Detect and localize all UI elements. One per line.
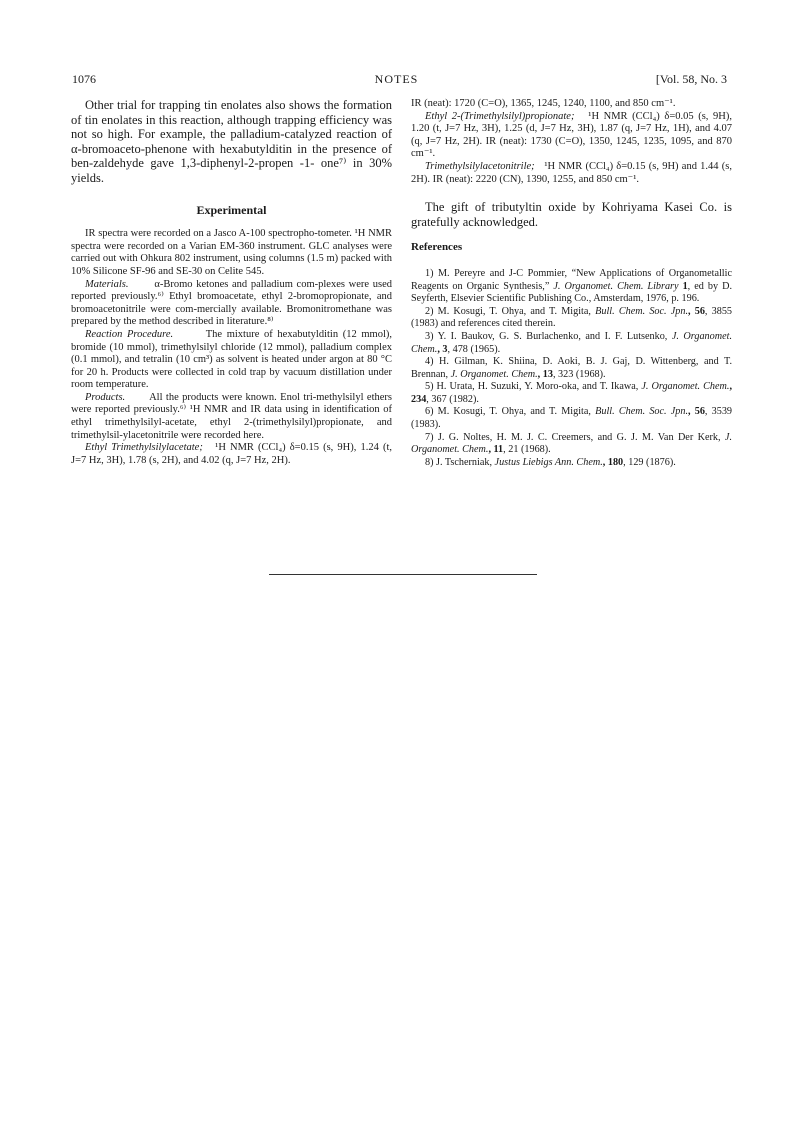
propionate-label: Ethyl 2-(Trimethylsilyl)propionate; [425,110,575,122]
reference-item: 7) J. G. Noltes, H. M. J. C. Creemers, and G. J. M. Van Der Kerk, J. Organomet. Chem., 11, 21 (1968). [411,431,732,456]
ethyl-acetate-paragraph [71,442,392,467]
propionate-paragraph [411,111,732,161]
reference-item: 3) Y. I. Baukov, G. S. Burlachenko, and I. F. Lutsenko, J. Organomet. Chem., 3, 478 (1965). [411,330,732,355]
procedure-label: Reaction Procedure. [85,328,174,340]
materials-label: Materials. [85,278,129,290]
reference-item: 8) J. Tscherniak, Justus Liebigs Ann. Chem., 180, 129 (1876). [425,456,676,468]
procedure-text: The mixture of hexabutylditin (12 mmol), bromide (10 mmol), trimethylsilyl chloride (12 mmol), palladium complex (0.1 mmol), and tetralin (10 cm³) as solvent is heated under argon at 80 °C for 20 h. Products were collected in cold trap by vacuum distillation under room temperature. [71,328,392,391]
intro-paragraph: Other trial for trapping tin enolates also shows the formation of tin enolates in this reaction, although trapping efficiency was not so high. For example, the palladium-catalyzed reaction of α-bromoaceto-phenone with hexabutylditin in the presence of ben-zaldehyde gave 1,3-diphenyl-2-propen -1- one⁷⁾ in 30% yields. [71,98,392,185]
reference-item: 5) H. Urata, H. Suzuki, Y. Moro-oka, and T. Ikawa, J. Organomet. Chem., 234, 367 (1982). [411,381,732,405]
references-heading: References [411,241,463,254]
ir-paragraph: IR spectra were recorded on a Jasco A-100 spectropho-tometer. ¹H NMR spectra were recorded on a Varian EM-360 instrument. GLC analyses were carried out with Ohkura 802 instrument, using columns (1.5 m) packed with 10% Silicone SF-96 and SE-30 on Celite 545. [71,228,392,277]
reference-item: 1) M. Pereyre and J-C Pommier, “New Applications of Organometallic Reagents on Organic Synthesis,” J. Organomet. Chem. Library 1, ed by D. Seyferth, Elsevier Scientific Publishing Co., Amsterdam, 1976, p. 196. [411,267,732,305]
volume-label: [Vol. 58, No. 3 [655,72,727,86]
nitrile-text: ¹H NMR (CCl₄) δ=0.15 (s, 9H) and 1.44 (s, 2H). IR (neat): 2220 (CN), 1390, 1255, and 850 cm⁻¹. [411,160,732,185]
ethyl-acetate-text: ¹H NMR (CCl₄) δ=0.15 (s, 9H), 1.24 (t, J=7 Hz, 3H), 1.78 (s, 2H), and 4.02 (q, J=7 Hz, 2H). [71,442,392,466]
products-text: All the products were known. Enol tri-methylsilyl ethers were reported previously.⁶⁾ ¹H NMR and IR data using in identification of ethyl trimethylsilyl-acetate, ethyl 2-(trimethylsilyl)propionate, and trimethylsil-ylacetonitrile were recorded here. [71,391,392,441]
materials-text: α-Bromo ketones and palladium com-plexes were used reported previously.⁶⁾ Ethyl bromoacetate, ethyl 2-bromopropionate, and bromoacetonitrile were com-mercially available. Bromonitromethane was prepared by the method described in literature.⁸⁾ [71,278,393,328]
nitrile-paragraph [411,161,732,186]
products-label: Products. [85,391,126,403]
reference-item: 4) H. Gilman, K. Shiina, D. Aoki, B. J. Gaj, D. Wittenberg, and T. Brennan, J. Organomet. Chem., 13, 323 (1968). [411,356,732,380]
page-number: 1076 [72,72,96,86]
references-list [411,268,732,470]
left-column [71,98,392,467]
right-column [411,98,732,469]
reference-item: 2) M. Kosugi, T. Ohya, and T. Migita, Bull. Chem. Soc. Jpn., 56, 3855 (1983) and references cited therein. [411,305,733,330]
acknowledgement: The gift of tributyltin oxide by Kohriyama Kasei Co. is gratefully acknowledged. [411,200,732,229]
procedure-paragraph [71,329,392,392]
nitrile-label: Trimethylsilylacetonitrile; [425,160,535,172]
propionate-text: ¹H NMR (CCl₄) δ=0.05 (s, 9H), 1.20 (t, J=7 Hz, 3H), 1.25 (d, J=7 Hz, 3H), 1.87 (q, J=7 Hz, 1H), and 4.07 (q, J=7 Hz, 2H). IR (neat): 1730 (C=O), 1350, 1245, 1235, 1095, and 870 cm⁻¹. [411,110,732,160]
section-heading-experimental: Experimental [196,202,267,217]
end-rule [269,574,537,575]
ethyl-acetate-label: Ethyl Trimethylsilylacetate; [85,442,203,454]
materials-paragraph [71,279,392,329]
products-paragraph [71,392,392,442]
running-title: NOTES [374,72,419,86]
ir-line: IR (neat): 1720 (C=O), 1365, 1245, 1240, 1100, and 850 cm⁻¹. [411,98,676,109]
reference-item: 6) M. Kosugi, T. Ohya, and T. Migita, Bull. Chem. Soc. Jpn., 56, 3539 (1983). [411,406,733,431]
